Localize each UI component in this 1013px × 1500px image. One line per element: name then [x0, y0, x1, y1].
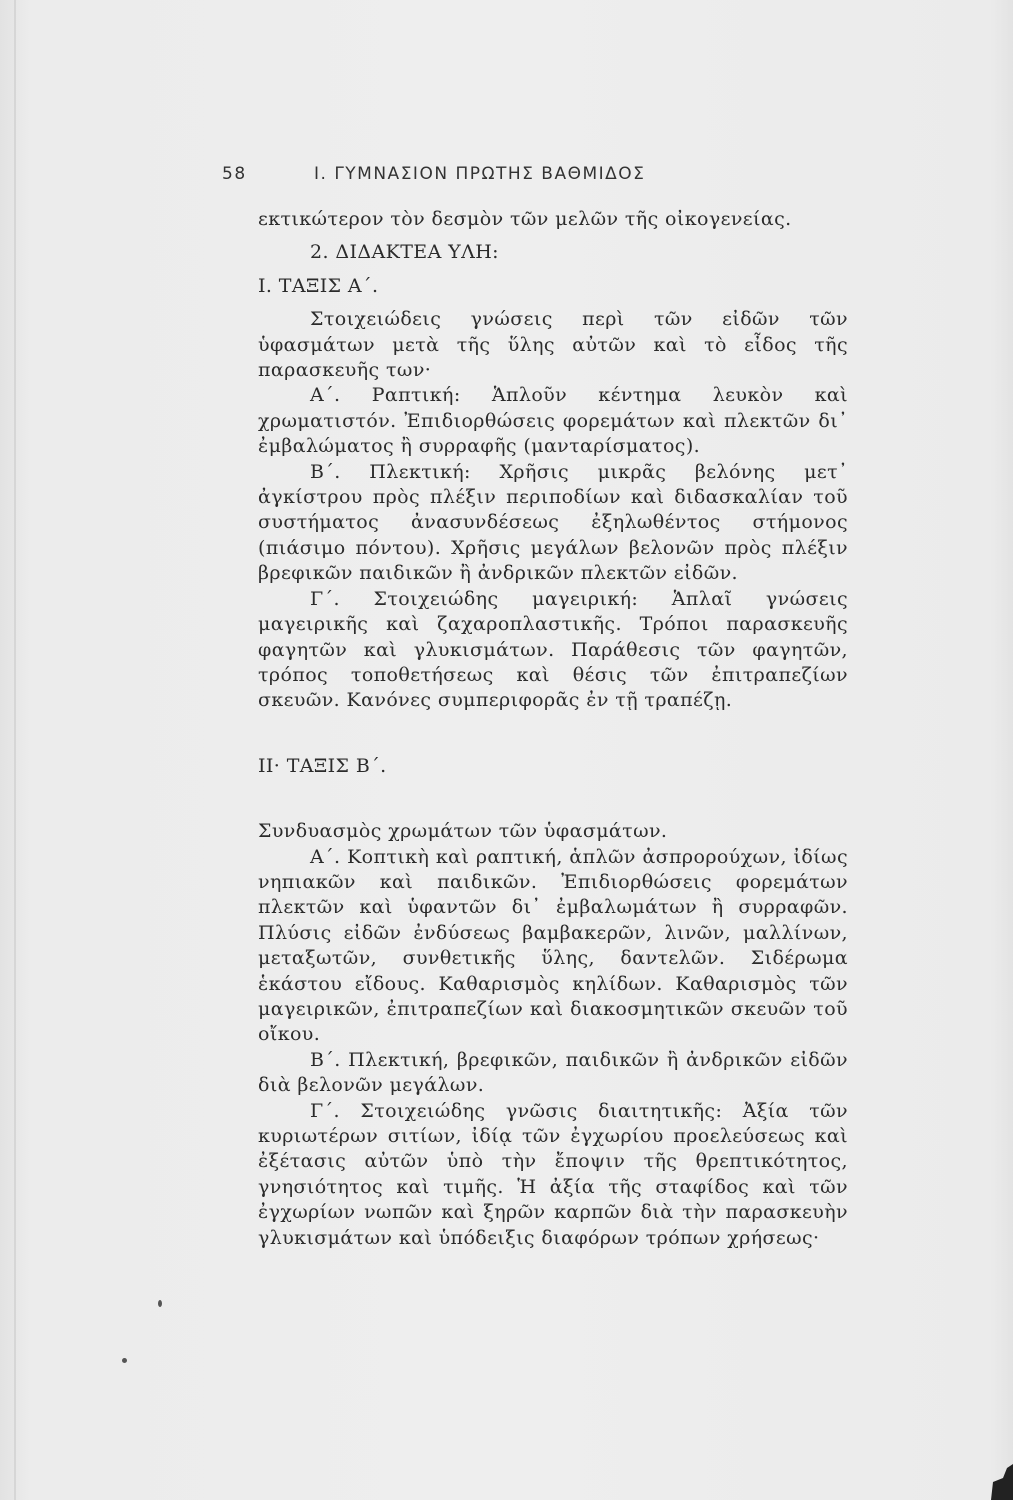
running-title: I. ΓΥΜΝΑΣΙΟΝ ΠΡΩΤΗΣ ΒΑΘΜΙΔΟΣ — [314, 164, 646, 184]
class-a-sewing: Α΄. Ραπτική: Ἁπλοῦν κέντημα λευκὸν καὶ χρωματιστόν. Ἐπιδιορθώσεις φορεμάτων καὶ πλεκτῶν δι᾽ ἐμβαλώματος ἢ συρραφῆς (μανταρίσματος). — [258, 384, 848, 458]
ink-speck — [122, 1358, 127, 1363]
class-b-dietetics: Γ΄. Στοιχειώδης γνῶσις διαιτητικῆς: Ἀξία τῶν κυριωτέρων σιτίων, ἰδίᾳ τῶν ἐγχωρίου προελεύσεως καὶ ἐξέτασις αὐτῶν ὑπὸ τὴν ἔποψιν τῆς θρεπτικότητος, γνησιότητος καὶ τιμῆς. Ἡ ἀξία τῆς σταφίδος καὶ τῶν ἐγχωρίων νωπῶν καὶ ξηρῶν καρπῶν διὰ τὴν παρασκευὴν γλυκισμάτων καὶ ὑπόδειξις διαφόρων τρόπων χρήσεως· — [258, 1099, 848, 1249]
class-b-title: II· ΤΑΞΙΣ Β΄. — [258, 754, 387, 777]
section-title: 2. ΔΙΔΑΚΤΕΑ ΥΛΗ: — [310, 241, 499, 264]
page-number: 58 — [222, 164, 247, 184]
intro-line: εκτικώτερον τὸν δεσμὸν τῶν μελῶν τῆς οἰκογενείας. — [258, 208, 792, 230]
class-a-knitting: Β΄. Πλεκτική: Χρῆσις μικρᾶς βελόνης μετ᾽ ἀγκίστρου πρὸς πλέξιν περιποδίων καὶ διδασκαλίαν τοῦ συστήματος ἀνασυνδέσεως ἐξηλωθέντος στήμονος (πιάσιμο πόντου). Χρῆσις μεγάλων βελονῶν πρὸς πλέξιν βρεφικῶν παιδικῶν ἢ ἀνδρικῶν πλεκτῶν εἰδῶν. — [258, 460, 848, 585]
ink-speck — [158, 1300, 162, 1307]
class-a-cooking: Γ΄. Στοιχειώδης μαγειρική: Ἁπλαῖ γνώσεις μαγειρικῆς καὶ ζαχαροπλαστικῆς. Τρόποι παρασκευῆς φαγητῶν καὶ γλυκισμάτων. Παράθεσις τῶν φαγητῶν, τρόπος τοποθετήσεως καὶ θέσις τῶν ἐπιτραπεζίων σκευῶν. Κανόνες συμπεριφορᾶς ἐν τῇ τραπέζῃ. — [258, 587, 848, 712]
class-b-knitting: Β΄. Πλεκτική, βρεφικῶν, παιδικῶν ἢ ἀνδρικῶν εἰδῶν διὰ βελονῶν μεγάλων. — [258, 1048, 848, 1097]
class-b-sewing: Α΄. Κοπτικὴ καὶ ραπτική, ἁπλῶν ἀσπρορούχων, ἰδίως νηπιακῶν καὶ παιδικῶν. Ἐπιδιορθώσεις φορεμάτων πλεκτῶν καὶ ὑφαντῶν δι᾽ ἐμβαλωμάτων ἢ συρραφῶν. Πλύσις εἰδῶν ἐνδύσεως βαμβακερῶν, λινῶν, μαλλίνων, μεταξωτῶν, συνθετικῆς ὕλης, δαντελῶν. Σιδέρωμα ἑκάστου εἴδους. Καθαρισμὸς κηλίδων. Καθαρισμὸς τῶν μαγειρικῶν, ἐπιτραπεζίων καὶ διακοσμητικῶν σκευῶν τοῦ οἴκου. — [258, 845, 848, 1046]
body-text — [258, 207, 848, 1251]
class-b-intro: Συνδυασμὸς χρωμάτων τῶν ὑφασμάτων. — [258, 820, 668, 843]
class-a-title: I. ΤΑΞΙΣ Α΄. — [258, 274, 379, 297]
page-header — [222, 160, 842, 190]
page-binding-edge — [14, 0, 16, 1500]
corner-damage-mark — [973, 1460, 1013, 1500]
class-a-intro: Στοιχειώδεις γνώσεις περὶ τῶν εἰδῶν τῶν ὑφασμάτων μετὰ τῆς ὕλης αὐτῶν καὶ τὸ εἶδος τῆς παρασκευῆς των· — [258, 308, 848, 382]
